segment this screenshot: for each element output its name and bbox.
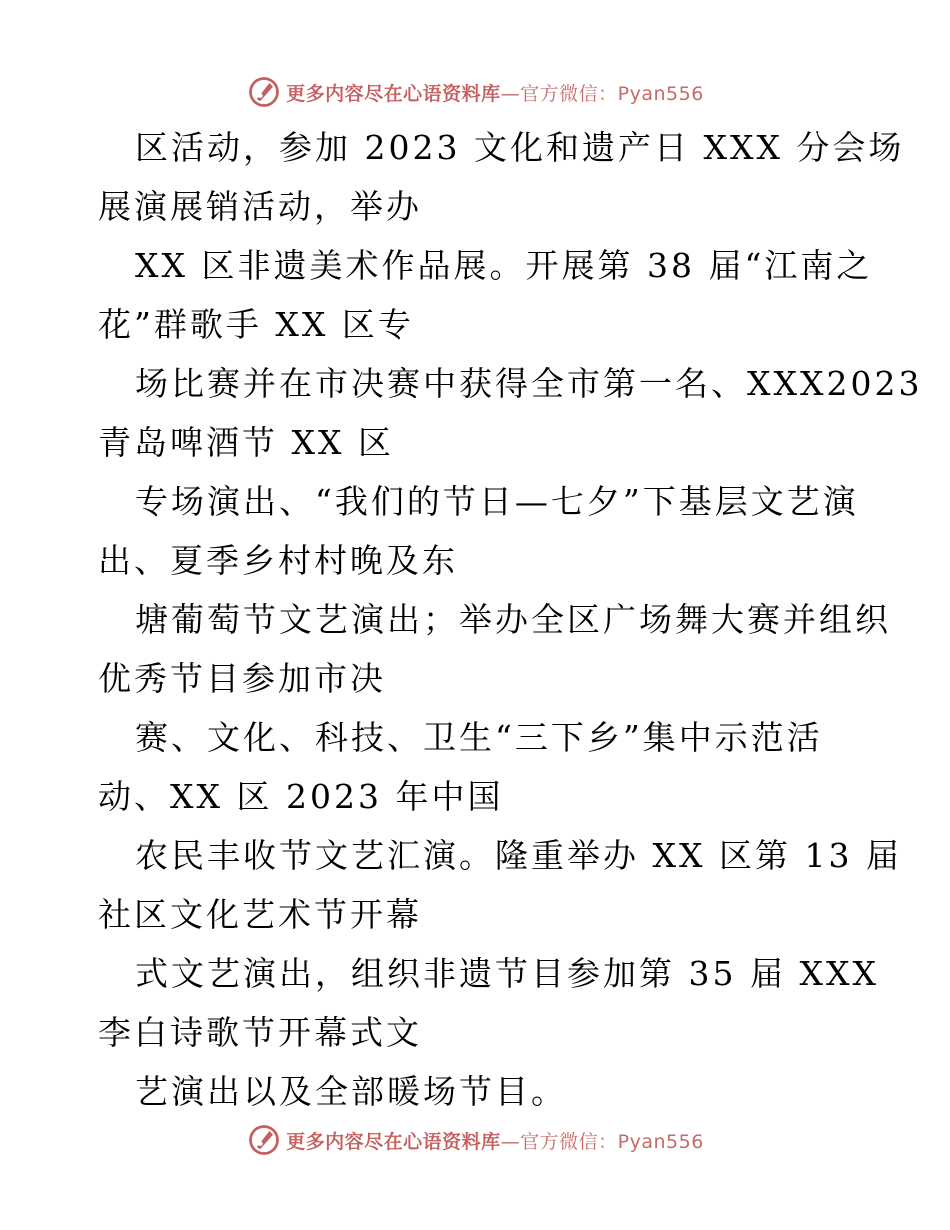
watermark-text: 更多内容尽在心语资料库—官方微信：Pyan556	[286, 82, 704, 105]
paragraph-line: 塘葡萄节文艺演出；举办全区广场舞大赛并组织	[135, 600, 891, 639]
paragraph-line: 专场演出、“我们的节日—七夕”下基层文艺演	[135, 482, 859, 521]
paragraph-line: 赛、文化、科技、卫生“三下乡”集中示范活	[135, 718, 823, 757]
paragraph-line: 区活动，参加 2023 文化和遗产日 XXX 分会场	[135, 128, 905, 167]
paragraph-line: 展演展销活动，举办	[98, 187, 422, 226]
pen-nib-circle-icon	[246, 74, 282, 110]
paragraph-line: 场比赛并在市决赛中获得全市第一名、XXX2023	[135, 364, 923, 403]
watermark-text: 更多内容尽在心语资料库—官方微信：Pyan556	[286, 1130, 704, 1153]
pen-nib-circle-icon	[246, 1122, 282, 1158]
footer-watermark	[0, 1120, 950, 1160]
document-body	[98, 118, 923, 1121]
paragraph-line: 动、XX 区 2023 年中国	[98, 777, 504, 816]
paragraph-line: 李白诗歌节开幕式文	[98, 1013, 422, 1052]
paragraph-line: 农民丰收节文艺汇演。隆重举办 XX 区第 13 届	[135, 836, 902, 875]
paragraph-line: 社区文化艺术节开幕	[98, 895, 422, 934]
paragraph-line: 艺演出以及全部暖场节目。	[135, 1072, 567, 1111]
paragraph-line: XX 区非遗美术作品展。开展第 38 届“江南之	[135, 246, 873, 285]
paragraph-line: 式文艺演出，组织非遗节目参加第 35 届 XXX	[135, 954, 879, 993]
paragraph-line: 花”群歌手 XX 区专	[98, 305, 414, 344]
paragraph-line: 青岛啤酒节 XX 区	[98, 423, 394, 462]
paragraph-line: 出、夏季乡村村晚及东	[98, 541, 458, 580]
paragraph-line: 优秀节目参加市决	[98, 659, 386, 698]
header-watermark	[0, 72, 950, 112]
